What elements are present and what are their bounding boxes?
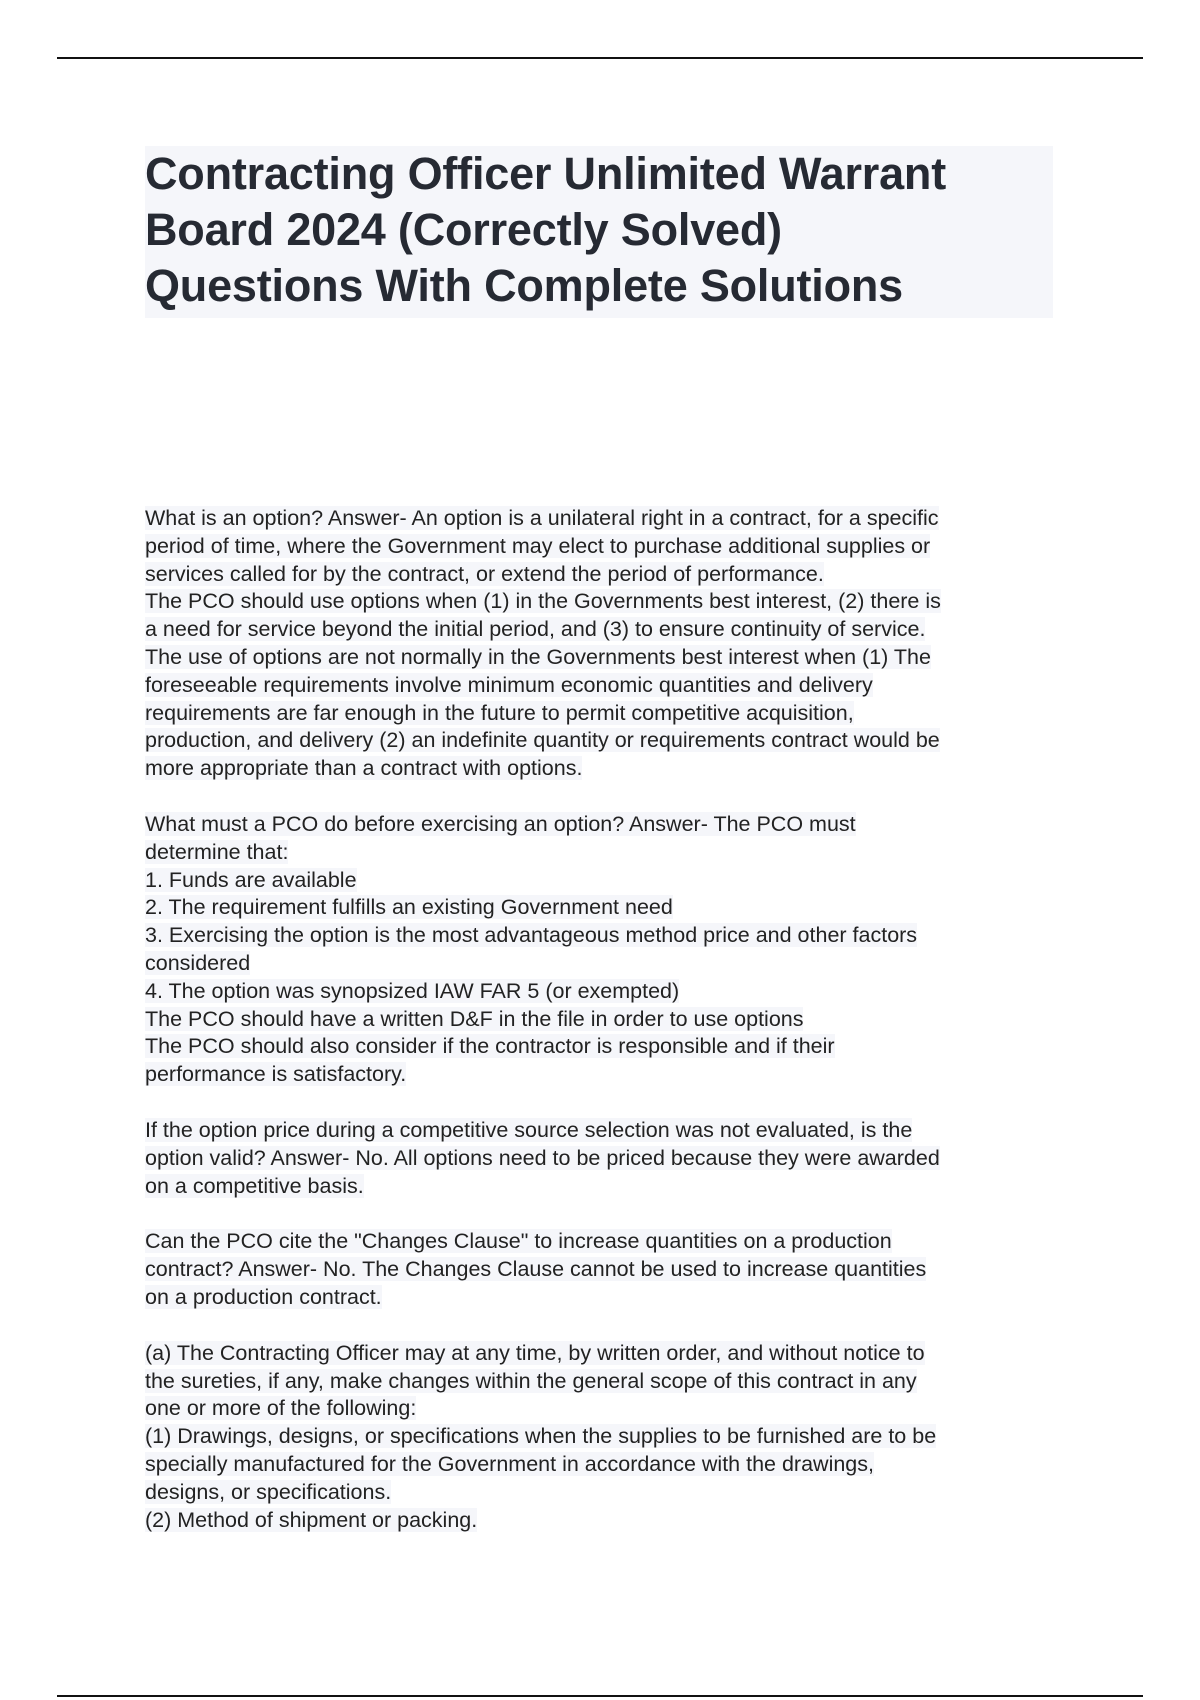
text-line: [145, 839, 1065, 867]
text-line: [145, 700, 1065, 728]
text-line: [145, 1006, 1065, 1034]
text-line-content: 3. Exercising the option is the most advantageous method price and other factors: [145, 923, 918, 948]
text-line: [145, 616, 1065, 644]
text-line-content: The PCO should have a written D&F in the file in order to use options: [145, 1006, 804, 1031]
text-line-content: The use of options are not normally in the Governments best interest when (1) The: [145, 644, 931, 669]
text-line: [145, 755, 1065, 783]
text-line-content: on a production contract.: [145, 1284, 382, 1309]
text-line-content: on a competitive basis.: [145, 1173, 364, 1198]
text-line: [145, 1507, 1065, 1535]
text-line-content: production, and delivery (2) an indefinite quantity or requirements contract would be: [145, 728, 940, 753]
text-line-content: designs, or specifications.: [145, 1479, 392, 1504]
text-line: [145, 1395, 1065, 1423]
top-rule: [57, 57, 1143, 59]
title-line: Contracting Officer Unlimited Warrant: [145, 148, 946, 199]
text-line-content: determine that:: [145, 839, 289, 864]
text-line-content: period of time, where the Government may elect to purchase additional supplies or: [145, 533, 931, 558]
text-line: [145, 1033, 1065, 1061]
qa-paragraph: [145, 1117, 1065, 1200]
text-line: [145, 533, 1065, 561]
text-line-content: the sureties, if any, make changes within the general scope of this contract in any: [145, 1368, 917, 1393]
title-block: [145, 146, 1053, 318]
text-line: [145, 811, 1065, 839]
text-line: [145, 950, 1065, 978]
title-line: Questions With Complete Solutions: [145, 260, 904, 311]
text-line: [145, 1145, 1065, 1173]
qa-paragraph: [145, 505, 1065, 783]
qa-paragraph: [145, 1228, 1065, 1311]
text-line: [145, 894, 1065, 922]
text-line: [145, 1284, 1065, 1312]
text-line-content: 1. Funds are available: [145, 867, 357, 892]
text-line-content: one or more of the following:: [145, 1396, 417, 1421]
text-line: [145, 1340, 1065, 1368]
text-line-content: option valid? Answer- No. All options need to be priced because they were awarded: [145, 1145, 940, 1170]
text-line: [145, 1479, 1065, 1507]
text-line-content: Can the PCO cite the "Changes Clause" to increase quantities on a production: [145, 1229, 892, 1254]
text-line: [145, 1256, 1065, 1284]
text-line: [145, 978, 1065, 1006]
text-line: [145, 1423, 1065, 1451]
text-line: [145, 1368, 1065, 1396]
qa-paragraph: [145, 811, 1065, 1089]
text-line: [145, 1117, 1065, 1145]
text-line: [145, 867, 1065, 895]
text-line-content: contract? Answer- No. The Changes Clause cannot be used to increase quantities: [145, 1257, 927, 1282]
text-line-content: (a) The Contracting Officer may at any time, by written order, and without notice to: [145, 1340, 925, 1365]
text-line-content: a need for service beyond the initial period, and (3) to ensure continuity of service.: [145, 617, 926, 642]
text-line: [145, 561, 1065, 589]
text-line-content: If the option price during a competitive source selection was not evaluated, is the: [145, 1117, 913, 1142]
text-line: [145, 644, 1065, 672]
text-line-content: (2) Method of shipment or packing.: [145, 1507, 478, 1532]
text-line: [145, 1173, 1065, 1201]
text-line-content: considered: [145, 950, 251, 975]
title-line: Board 2024 (Correctly Solved): [145, 204, 782, 255]
text-line-content: specially manufactured for the Government in accordance with the drawings,: [145, 1451, 874, 1476]
text-line-content: more appropriate than a contract with options.: [145, 756, 583, 781]
text-line: [145, 922, 1065, 950]
text-line: [145, 672, 1065, 700]
text-line-content: requirements are far enough in the future to permit competitive acquisition,: [145, 700, 854, 725]
text-line-content: What is an option? Answer- An option is a unilateral right in a contract, for a specific: [145, 506, 939, 530]
document-body: [145, 505, 1065, 1562]
document-title: [145, 146, 1053, 314]
text-line-content: The PCO should use options when (1) in the Governments best interest, (2) there is: [145, 589, 941, 614]
text-line-content: foreseeable requirements involve minimum economic quantities and delivery: [145, 672, 873, 697]
text-line-content: The PCO should also consider if the contractor is responsible and if their: [145, 1034, 835, 1059]
text-line-content: What must a PCO do before exercising an option? Answer- The PCO must: [145, 811, 856, 836]
bottom-rule: [57, 1695, 1143, 1697]
text-line-content: 2. The requirement fulfills an existing Government need: [145, 895, 673, 920]
qa-paragraph: [145, 1340, 1065, 1535]
text-line: [145, 588, 1065, 616]
text-line-content: performance is satisfactory.: [145, 1062, 407, 1087]
text-line-content: services called for by the contract, or extend the period of performance.: [145, 561, 824, 586]
text-line-content: (1) Drawings, designs, or specifications when the supplies to be furnished are to be: [145, 1424, 937, 1449]
text-line-content: 4. The option was synopsized IAW FAR 5 (or exempted): [145, 978, 680, 1003]
text-line: [145, 505, 1065, 533]
text-line: [145, 1061, 1065, 1089]
text-line: [145, 1228, 1065, 1256]
text-line: [145, 1451, 1065, 1479]
text-line: [145, 727, 1065, 755]
